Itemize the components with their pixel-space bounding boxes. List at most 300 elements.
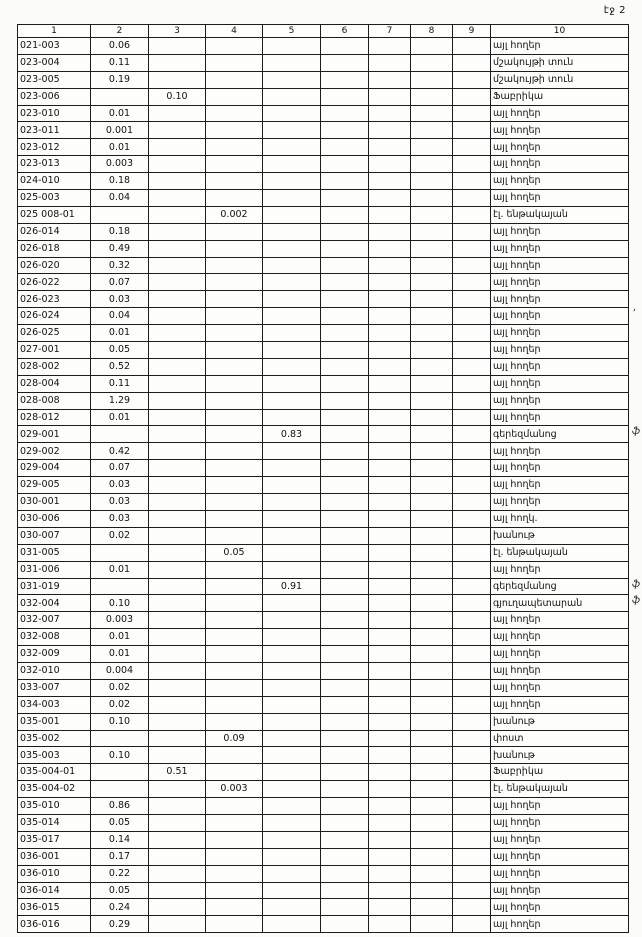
code-cell: 026-022 (18, 274, 91, 291)
value-cell (369, 257, 411, 274)
value-cell (206, 696, 263, 713)
value-cell (149, 54, 206, 71)
table-body (18, 38, 641, 933)
value-cell (321, 375, 369, 392)
value-cell: 1.29 (91, 392, 149, 409)
value-cell (369, 831, 411, 848)
value-cell (411, 713, 453, 730)
value-cell (206, 679, 263, 696)
value-cell (91, 781, 149, 798)
value-cell (411, 865, 453, 882)
value-cell (453, 527, 491, 544)
value-cell (411, 798, 453, 815)
value-cell (149, 375, 206, 392)
label-cell: այլ հողեր (491, 38, 629, 55)
value-cell (369, 865, 411, 882)
value-cell (321, 88, 369, 105)
value-cell (411, 477, 453, 494)
value-cell (263, 646, 321, 663)
value-cell (263, 54, 321, 71)
label-cell: այլ հողեր (491, 882, 629, 899)
value-cell (369, 730, 411, 747)
table-row (18, 781, 629, 798)
value-cell: 0.49 (91, 240, 149, 257)
value-cell (411, 612, 453, 629)
value-cell (453, 308, 491, 325)
value-cell (369, 781, 411, 798)
value-cell (369, 358, 411, 375)
code-cell: 035-003 (18, 747, 91, 764)
value-cell (263, 291, 321, 308)
table-row (18, 257, 629, 274)
value-cell (263, 443, 321, 460)
value-cell (91, 426, 149, 443)
table-row (18, 223, 629, 240)
value-cell (411, 38, 453, 55)
value-cell (149, 308, 206, 325)
value-cell: 0.09 (206, 730, 263, 747)
column-header: 5 (263, 25, 321, 38)
value-cell (453, 477, 491, 494)
label-cell: այլ հողեր (491, 646, 629, 663)
code-cell: 029-002 (18, 443, 91, 460)
value-cell (149, 223, 206, 240)
table-row (18, 105, 629, 122)
code-cell: 023-011 (18, 122, 91, 139)
label-cell: խանութ (491, 713, 629, 730)
value-cell (149, 865, 206, 882)
code-cell: 026-014 (18, 223, 91, 240)
value-cell (411, 240, 453, 257)
value-cell: 0.18 (91, 223, 149, 240)
value-cell (321, 612, 369, 629)
value-cell (263, 223, 321, 240)
value-cell (263, 358, 321, 375)
value-cell (263, 325, 321, 342)
value-cell (206, 460, 263, 477)
table-row (18, 629, 629, 646)
code-cell: 032-010 (18, 662, 91, 679)
value-cell (149, 713, 206, 730)
value-cell (321, 781, 369, 798)
value-cell (321, 561, 369, 578)
label-cell: այլ հողկ. (491, 510, 629, 527)
value-cell (453, 426, 491, 443)
code-cell: 023-012 (18, 139, 91, 156)
label-cell: այլ հողեր (491, 105, 629, 122)
value-cell (321, 646, 369, 663)
value-cell (321, 240, 369, 257)
value-cell (321, 814, 369, 831)
value-cell (411, 814, 453, 831)
label-cell: այլ հողեր (491, 848, 629, 865)
value-cell (411, 781, 453, 798)
value-cell: 0.05 (91, 882, 149, 899)
value-cell (369, 798, 411, 815)
value-cell (149, 443, 206, 460)
value-cell (149, 899, 206, 916)
code-cell: 023-013 (18, 156, 91, 173)
table-row (18, 561, 629, 578)
value-cell (411, 494, 453, 511)
label-cell: այլ հողեր (491, 477, 629, 494)
table-row (18, 443, 629, 460)
value-cell: 0.05 (91, 814, 149, 831)
value-cell (411, 426, 453, 443)
table-row (18, 274, 629, 291)
value-cell (369, 54, 411, 71)
value-cell: 0.04 (91, 308, 149, 325)
value-cell (149, 426, 206, 443)
value-cell (206, 426, 263, 443)
value-cell (453, 730, 491, 747)
code-cell: 032-009 (18, 646, 91, 663)
value-cell (206, 899, 263, 916)
value-cell (369, 494, 411, 511)
page-number-label: էջ 2 (603, 5, 626, 16)
code-cell: 032-007 (18, 612, 91, 629)
value-cell (149, 730, 206, 747)
value-cell (263, 696, 321, 713)
value-cell (411, 71, 453, 88)
value-cell (453, 831, 491, 848)
value-cell (263, 831, 321, 848)
value-cell (411, 527, 453, 544)
value-cell (453, 781, 491, 798)
code-cell: 035-004-02 (18, 781, 91, 798)
value-cell (149, 595, 206, 612)
value-cell (321, 595, 369, 612)
code-cell: 025-003 (18, 190, 91, 207)
value-cell (206, 240, 263, 257)
value-cell (453, 38, 491, 55)
value-cell (321, 713, 369, 730)
value-cell (411, 629, 453, 646)
code-cell: 028-012 (18, 409, 91, 426)
value-cell (206, 156, 263, 173)
value-cell (369, 814, 411, 831)
value-cell: 0.22 (91, 865, 149, 882)
value-cell (453, 105, 491, 122)
value-cell: 0.51 (149, 764, 206, 781)
value-cell (263, 477, 321, 494)
value-cell: 0.01 (91, 646, 149, 663)
value-cell (149, 358, 206, 375)
value-cell (321, 831, 369, 848)
label-cell: գերեզմանոց ֆ (491, 578, 629, 595)
value-cell (206, 291, 263, 308)
value-cell (263, 798, 321, 815)
value-cell (453, 71, 491, 88)
value-cell (411, 831, 453, 848)
value-cell (149, 646, 206, 663)
value-cell (206, 274, 263, 291)
code-cell: 036-015 (18, 899, 91, 916)
value-cell: 0.05 (91, 342, 149, 359)
value-cell (411, 257, 453, 274)
value-cell (369, 916, 411, 933)
value-cell: 0.001 (91, 122, 149, 139)
value-cell (369, 747, 411, 764)
value-cell (453, 882, 491, 899)
table-row (18, 190, 629, 207)
value-cell (206, 342, 263, 359)
value-cell: 0.03 (91, 494, 149, 511)
value-cell (411, 325, 453, 342)
value-cell (149, 781, 206, 798)
value-cell (149, 629, 206, 646)
value-cell (411, 173, 453, 190)
value-cell (263, 781, 321, 798)
value-cell (149, 494, 206, 511)
value-cell (149, 460, 206, 477)
value-cell (149, 848, 206, 865)
value-cell: 0.07 (91, 460, 149, 477)
value-cell (369, 139, 411, 156)
value-cell (369, 679, 411, 696)
label-cell: այլ հողեր (491, 916, 629, 933)
value-cell (206, 798, 263, 815)
value-cell (206, 477, 263, 494)
value-cell: 0.002 (206, 206, 263, 223)
table-row (18, 342, 629, 359)
value-cell (369, 342, 411, 359)
code-cell: 035-014 (18, 814, 91, 831)
value-cell: 0.03 (91, 291, 149, 308)
value-cell (149, 240, 206, 257)
value-cell (263, 88, 321, 105)
table-row (18, 308, 629, 325)
value-cell: 0.17 (91, 848, 149, 865)
value-cell: 0.04 (91, 190, 149, 207)
code-cell: 023-004 (18, 54, 91, 71)
value-cell (91, 88, 149, 105)
table-row (18, 460, 629, 477)
table-row (18, 494, 629, 511)
value-cell (321, 510, 369, 527)
value-cell (453, 629, 491, 646)
value-cell: 0.06 (91, 38, 149, 55)
value-cell (149, 38, 206, 55)
value-cell (263, 190, 321, 207)
value-cell: 0.29 (91, 916, 149, 933)
value-cell (369, 510, 411, 527)
table-row (18, 831, 629, 848)
value-cell (453, 206, 491, 223)
code-cell: 036-001 (18, 848, 91, 865)
value-cell (453, 240, 491, 257)
value-cell (369, 156, 411, 173)
value-cell (321, 730, 369, 747)
value-cell (321, 477, 369, 494)
value-cell (149, 409, 206, 426)
value-cell: 0.86 (91, 798, 149, 815)
value-cell (411, 696, 453, 713)
value-cell (453, 764, 491, 781)
code-cell: 030-006 (18, 510, 91, 527)
value-cell (453, 88, 491, 105)
value-cell (369, 544, 411, 561)
land-parcel-table (17, 24, 641, 933)
value-cell (149, 257, 206, 274)
table-row (18, 173, 629, 190)
label-cell: այլ հողեր (491, 865, 629, 882)
value-cell (263, 122, 321, 139)
label-cell: այլ հողեր (491, 291, 629, 308)
value-cell (369, 206, 411, 223)
value-cell (263, 595, 321, 612)
value-cell (206, 375, 263, 392)
column-header: 6 (321, 25, 369, 38)
value-cell (411, 646, 453, 663)
table-row (18, 679, 629, 696)
value-cell: 0.42 (91, 443, 149, 460)
value-cell (369, 460, 411, 477)
table-row (18, 88, 629, 105)
value-cell (369, 392, 411, 409)
value-cell (411, 882, 453, 899)
value-cell (453, 190, 491, 207)
value-cell (206, 409, 263, 426)
value-cell (263, 375, 321, 392)
value-cell (321, 578, 369, 595)
value-cell (263, 206, 321, 223)
code-cell: 023-005 (18, 71, 91, 88)
value-cell (91, 730, 149, 747)
value-cell: 0.18 (91, 173, 149, 190)
value-cell (206, 88, 263, 105)
value-cell (369, 696, 411, 713)
value-cell (321, 71, 369, 88)
value-cell (321, 342, 369, 359)
value-cell (149, 139, 206, 156)
value-cell (369, 443, 411, 460)
value-cell (453, 409, 491, 426)
value-cell (149, 882, 206, 899)
table-row (18, 510, 629, 527)
value-cell (321, 409, 369, 426)
value-cell (369, 173, 411, 190)
value-cell: 0.02 (91, 696, 149, 713)
value-cell (369, 308, 411, 325)
value-cell (263, 38, 321, 55)
table-row (18, 38, 629, 55)
value-cell (149, 392, 206, 409)
value-cell (453, 848, 491, 865)
value-cell: 0.01 (91, 409, 149, 426)
column-header: 1 (18, 25, 91, 38)
value-cell (411, 544, 453, 561)
value-cell (411, 679, 453, 696)
value-cell (263, 544, 321, 561)
value-cell (149, 696, 206, 713)
value-cell (149, 206, 206, 223)
value-cell (321, 899, 369, 916)
label-cell: այլ հողեր (491, 342, 629, 359)
value-cell (411, 916, 453, 933)
value-cell (263, 257, 321, 274)
label-cell: այլ հողեր (491, 139, 629, 156)
value-cell (453, 342, 491, 359)
value-cell (453, 375, 491, 392)
value-cell (149, 578, 206, 595)
code-cell: 023-010 (18, 105, 91, 122)
value-cell (263, 527, 321, 544)
value-cell (321, 291, 369, 308)
value-cell (149, 544, 206, 561)
value-cell (321, 105, 369, 122)
value-cell (369, 899, 411, 916)
value-cell (263, 865, 321, 882)
value-cell (369, 240, 411, 257)
label-cell: այլ հողեր (491, 679, 629, 696)
label-cell: մշակույթի տուն (491, 54, 629, 71)
value-cell: 0.24 (91, 899, 149, 916)
label-cell: այլ հողեր (491, 798, 629, 815)
table-row (18, 527, 629, 544)
value-cell (206, 392, 263, 409)
value-cell (206, 865, 263, 882)
code-cell: 026-020 (18, 257, 91, 274)
value-cell (411, 291, 453, 308)
value-cell: 0.10 (91, 713, 149, 730)
value-cell (369, 646, 411, 663)
code-cell: 024-010 (18, 173, 91, 190)
value-cell (149, 814, 206, 831)
value-cell (263, 392, 321, 409)
value-cell (149, 679, 206, 696)
value-cell (321, 358, 369, 375)
value-cell (149, 916, 206, 933)
value-cell (149, 831, 206, 848)
value-cell: 0.11 (91, 375, 149, 392)
value-cell (321, 392, 369, 409)
value-cell: 0.03 (91, 510, 149, 527)
value-cell (453, 122, 491, 139)
value-cell (411, 409, 453, 426)
value-cell: 0.01 (91, 629, 149, 646)
value-cell (321, 696, 369, 713)
value-cell (263, 308, 321, 325)
code-cell: 026-023 (18, 291, 91, 308)
value-cell (411, 730, 453, 747)
value-cell (369, 190, 411, 207)
code-cell: 026-024 (18, 308, 91, 325)
value-cell (149, 122, 206, 139)
value-cell (411, 662, 453, 679)
table-row (18, 798, 629, 815)
table-row (18, 54, 629, 71)
code-cell: 023-006 (18, 88, 91, 105)
code-cell: 031-005 (18, 544, 91, 561)
value-cell (206, 223, 263, 240)
value-cell (369, 426, 411, 443)
value-cell (369, 375, 411, 392)
value-cell (321, 865, 369, 882)
value-cell: 0.83 (263, 426, 321, 443)
value-cell (369, 291, 411, 308)
value-cell (453, 510, 491, 527)
value-cell (263, 460, 321, 477)
value-cell: 0.52 (91, 358, 149, 375)
value-cell (411, 139, 453, 156)
table-row (18, 71, 629, 88)
value-cell: 0.10 (149, 88, 206, 105)
code-cell: 025 008-01 (18, 206, 91, 223)
table-row (18, 814, 629, 831)
table-row (18, 477, 629, 494)
column-header: 7 (369, 25, 411, 38)
